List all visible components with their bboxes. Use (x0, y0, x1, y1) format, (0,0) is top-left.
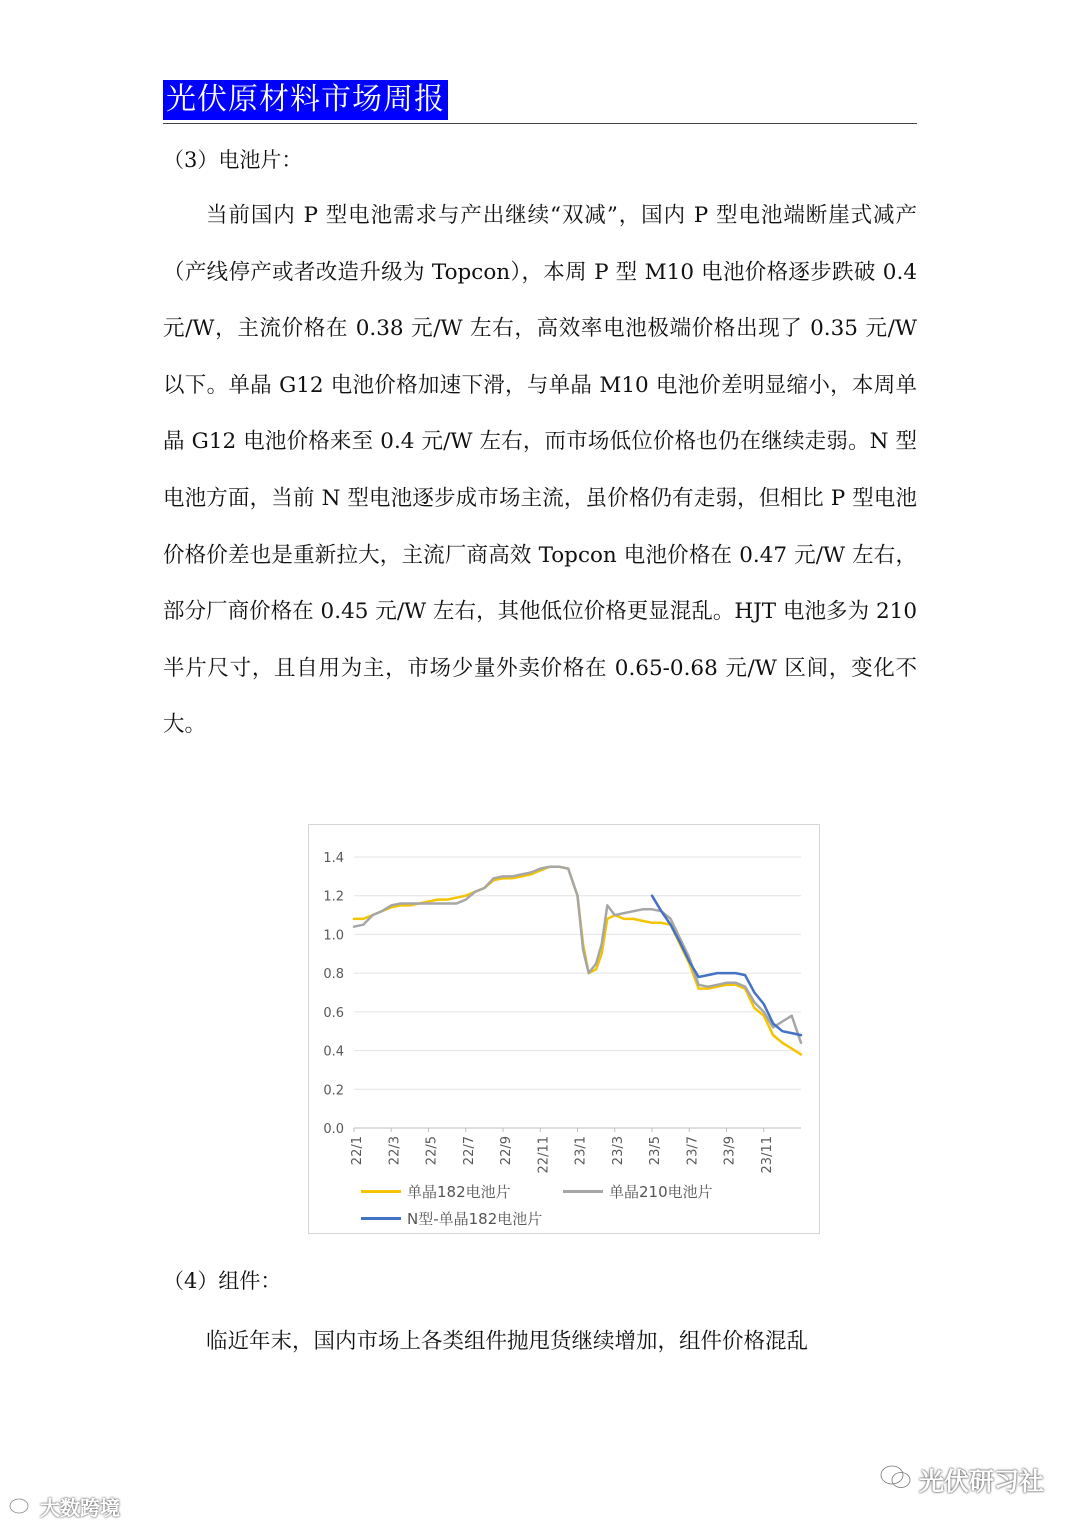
legend-item-n182 (361, 1208, 542, 1229)
x-tick-label: 22/5 (424, 1136, 440, 1166)
x-tick-label: 22/7 (461, 1136, 477, 1166)
legend-label-182: 单晶182电池片 (407, 1183, 511, 1201)
legend-item-210 (563, 1181, 713, 1202)
legend-swatch-210 (563, 1190, 603, 1193)
legend-swatch-n182 (361, 1217, 401, 1220)
watermark-right (879, 1462, 1044, 1498)
wechat-icon (879, 1463, 913, 1497)
x-tick-label: 23/9 (722, 1136, 738, 1166)
x-tick-label: 22/11 (536, 1136, 552, 1174)
legend-label-210: 单晶210电池片 (609, 1183, 713, 1201)
cells-paragraph: 当前国内 P 型电池需求与产出继续“双减”，国内 P 型电池端断崖式减产（产线停产或者改造升级为 Topcon），本周 P 型 M10 电池价格逐步跌破 0.4 元/W，主流价格在 0.38 元/W 左右，高效率电池极端价格出现了 0.35 元/W 以下。单晶 G12 电池价格加速下滑，与单晶 M10 电池价差明显缩小，本周单晶 G12 电池价格来至 0.4 元/W 左右，而市场低位价格也仍在继续走弱。N 型电池方面，当前 N 型电池逐步成市场主流，虽价格仍有走弱，但相比 P 型电池价格价差也是重新拉大，主流厂商高效 Topcon 电池价格在 0.47 元/W 左右，部分厂商价格在 0.45 元/W 左右，其他低位价格更显混乱。HJT 电池多为 210 半片尺寸，且自用为主，市场少量外卖价格在 0.65-0.68 元/W 区间，变化不大。 (163, 203, 917, 738)
legend-swatch-182 (361, 1190, 401, 1193)
watermark-right-text: 光伏研习社 (918, 1467, 1044, 1496)
y-tick-label: 0.2 (323, 1083, 344, 1099)
chart-canvas (309, 825, 821, 1235)
series-line-2 (652, 896, 801, 1035)
y-tick-label: 1.4 (323, 851, 344, 866)
modules-paragraph: 临近年末，国内市场上各类组件抛甩货继续增加，组件价格混乱 (206, 1329, 809, 1354)
header-divider (163, 123, 917, 124)
series-line-1 (354, 867, 801, 1043)
watermark-left-text: 大数跨境 (40, 1496, 120, 1520)
x-tick-label: 23/11 (759, 1136, 775, 1174)
cell-price-chart (308, 824, 820, 1234)
x-tick-label: 23/5 (648, 1136, 663, 1166)
x-tick-label: 22/9 (499, 1136, 514, 1166)
legend-item-182 (361, 1181, 511, 1202)
y-tick-label: 0.8 (323, 967, 344, 983)
y-tick-label: 0.6 (323, 1005, 344, 1021)
legend-label-n182: N型-单晶182电池片 (407, 1210, 543, 1228)
y-tick-label: 1.0 (323, 928, 344, 944)
x-tick-label: 23/7 (685, 1136, 701, 1166)
y-tick-label: 0.4 (323, 1044, 344, 1060)
x-tick-label: 22/1 (350, 1136, 365, 1166)
section-heading-modules: （4）组件： (163, 1269, 282, 1293)
x-tick-label: 23/3 (610, 1136, 626, 1166)
section-heading-cells: （3）电池片： (163, 148, 303, 172)
x-tick-label: 22/3 (387, 1136, 403, 1166)
report-title: 光伏原材料市场周报 (163, 80, 448, 120)
sina-weibo-icon (8, 1493, 34, 1520)
y-tick-label: 0.0 (323, 1122, 344, 1137)
x-tick-label: 23/1 (573, 1136, 589, 1166)
watermark-left (8, 1492, 120, 1521)
y-tick-label: 1.2 (323, 889, 344, 905)
